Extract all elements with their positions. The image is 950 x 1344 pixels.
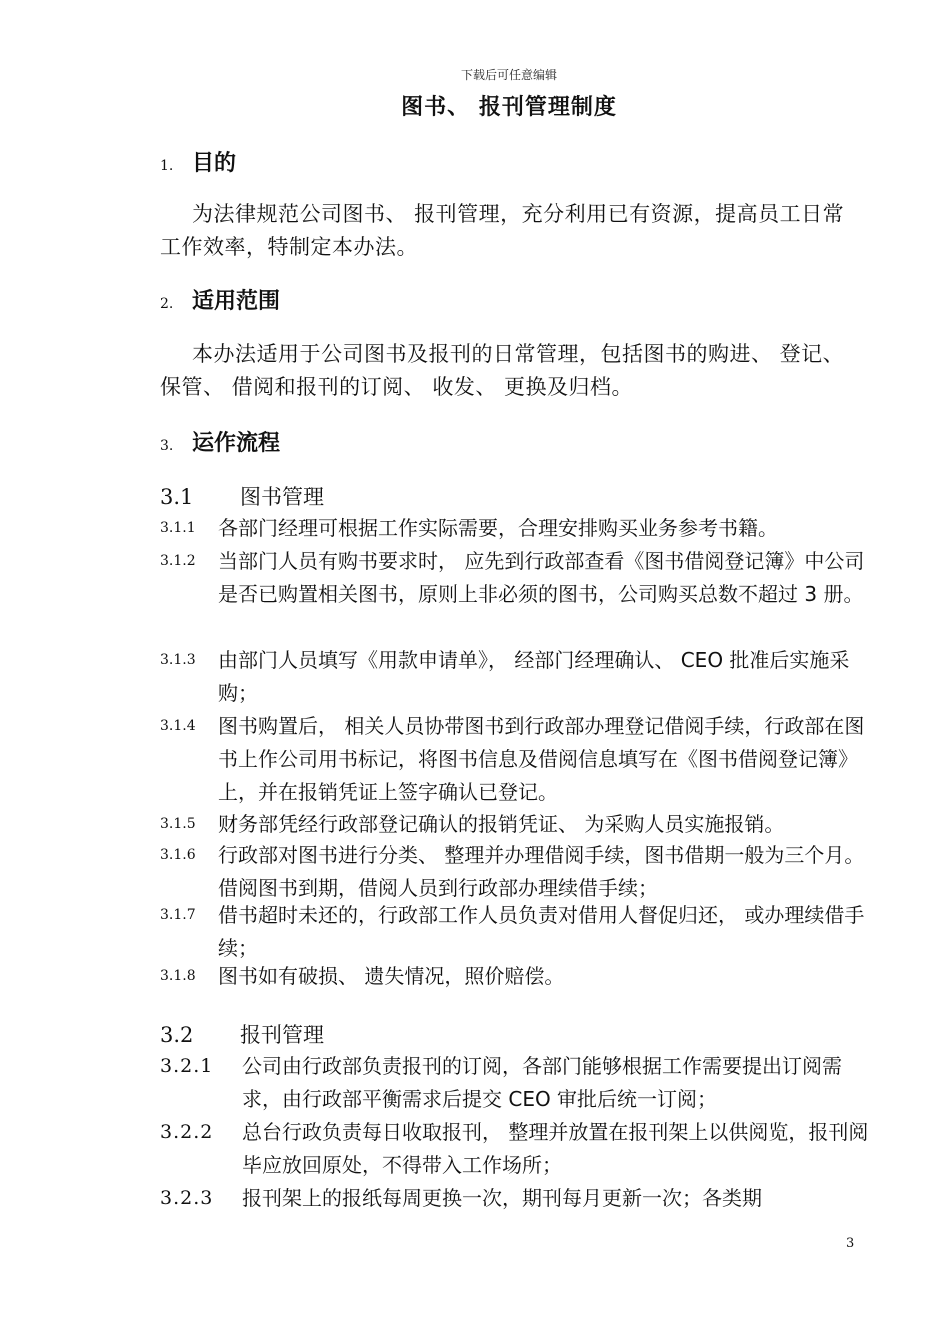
clause-3-1-4	[160, 710, 870, 809]
clause-number: 3.2.2	[160, 1121, 214, 1143]
section-1-heading	[160, 146, 236, 177]
section-title: 运作流程	[192, 431, 281, 456]
section-title: 目的	[192, 151, 237, 176]
clause-text: 当部门人员有购书要求时， 应先到行政部查看《图书借阅登记簿》中公司是否已购置相关图书，原则上非必须的图书，公司购买总数不超过 3 册。	[218, 549, 865, 606]
subsection-title: 报刊管理	[240, 1023, 324, 1047]
subsection-3-1-heading	[160, 481, 324, 511]
subsection-3-2-heading	[160, 1019, 324, 1049]
clause-3-1-6	[160, 839, 870, 905]
section-number: 2.	[160, 296, 174, 312]
clause-number: 3.1.6	[160, 847, 196, 863]
clause-number: 3.1.7	[160, 907, 196, 923]
section-number: 1.	[160, 158, 174, 174]
document-title: 图书、 报刊管理制度	[401, 95, 617, 120]
clause-text: 各部门经理可根据工作实际需要，合理安排购买业务参考书籍。	[218, 516, 778, 540]
section-2-heading	[160, 284, 280, 315]
page-number: 3	[846, 1236, 855, 1251]
clause-3-1-8	[160, 960, 870, 993]
clause-text: 由部门人员填写《用款申请单》， 经部门经理确认、 CEO 批准后实施采购；	[218, 648, 850, 705]
clause-text: 图书购置后， 相关人员协带图书到行政部办理登记借阅手续，行政部在图书上作公司用书标记，将图书信息及借阅信息填写在《图书借阅登记簿》上，并在报销凭证上签字确认已登记。	[218, 714, 865, 804]
clause-3-1-7	[160, 899, 870, 965]
clause-3-2-1	[160, 1050, 870, 1116]
clause-3-2-3	[160, 1182, 870, 1215]
clause-3-1-5	[160, 808, 870, 841]
subsection-title: 图书管理	[240, 485, 324, 509]
clause-text: 财务部凭经行政部登记确认的报销凭证、 为采购人员实施报销。	[218, 812, 785, 836]
section-title: 适用范围	[192, 289, 281, 314]
clause-3-2-2	[160, 1116, 870, 1182]
section-number: 3.	[160, 438, 174, 454]
clause-text: 借书超时未还的，行政部工作人员负责对借用人督促归还， 或办理续借手续；	[218, 903, 865, 960]
header-note: 下载后可任意编辑	[460, 68, 557, 82]
subsection-number: 3.2	[160, 1023, 194, 1047]
clause-text: 图书如有破损、 遗失情况，照价赔偿。	[218, 964, 565, 988]
clause-text: 公司由行政部负责报刊的订阅，各部门能够根据工作需要提出订阅需求，由行政部平衡需求后提交 CEO 审批后统一订阅；	[242, 1054, 842, 1111]
clause-3-1-1	[160, 512, 870, 545]
clause-text: 行政部对图书进行分类、 整理并办理借阅手续，图书借期一般为三个月。借阅图书到期，借阅人员到行政部办理续借手续；	[218, 843, 865, 900]
clause-3-1-2	[160, 545, 870, 611]
clause-number: 3.1.1	[160, 520, 196, 536]
clause-number: 3.1.2	[160, 553, 196, 569]
clause-number: 3.1.5	[160, 816, 196, 832]
subsection-number: 3.1	[160, 485, 194, 509]
clause-number: 3.2.1	[160, 1055, 214, 1077]
clause-3-1-3	[160, 644, 870, 710]
section-3-heading	[160, 426, 280, 457]
clause-number: 3.1.8	[160, 968, 196, 984]
clause-number: 3.2.3	[160, 1187, 214, 1209]
section-1-body: 为法律规范公司图书、 报刊管理，充分利用已有资源，提高员工日常工作效率，特制定本办法。	[160, 202, 845, 259]
clause-text: 报刊架上的报纸每周更换一次，期刊每月更新一次；各类期	[242, 1186, 762, 1210]
clause-number: 3.1.3	[160, 652, 196, 668]
section-2-body: 本办法适用于公司图书及报刊的日常管理，包括图书的购进、 登记、 保管、 借阅和报刊的订阅、 收发、 更换及归档。	[160, 342, 845, 399]
clause-text: 总台行政负责每日收取报刊， 整理并放置在报刊架上以供阅览，报刊阅毕应放回原处，不得带入工作场所；	[242, 1120, 869, 1177]
clause-number: 3.1.4	[160, 718, 196, 734]
